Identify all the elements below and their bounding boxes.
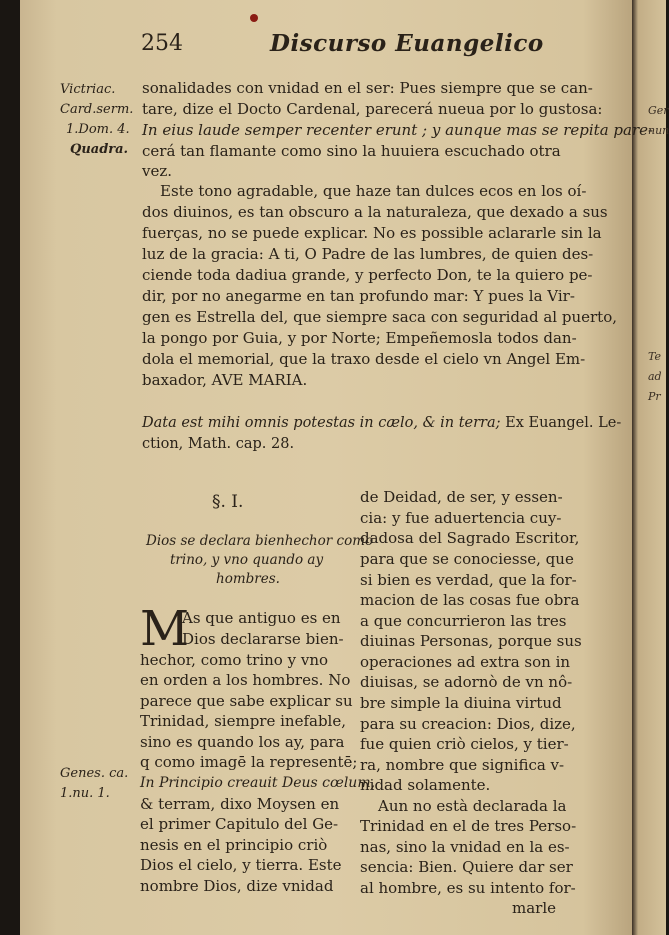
text-line: dos diuinos, es tan obscuro a la naturaleza, que dexado a sus [142,203,608,221]
column-line: parece que sabe explicar su [140,692,353,710]
column-line: cia: y fue aduertencia cuy- [360,509,562,527]
margin-note: Genes. ca. [60,766,129,781]
ink-blot [250,14,258,22]
text-line: dola el memorial, que la traxo desde el cielo vn Angel Em- [142,350,586,368]
margin-note: Quadra. [70,142,129,157]
column-line: diuinas Personas, porque sus [360,632,582,650]
theme-quote [142,413,621,433]
citation: Ex Euangel. Le- [505,415,622,431]
column-line: bre simple la diuina virtud [360,694,562,712]
column-line: In Principio creauit Deus cœlum, [140,775,376,791]
column-line: en orden a los hombres. No [140,671,351,689]
column-line: Trinidad en el de tres Perso- [360,817,577,835]
catchword: marle [512,899,557,917]
margin-note: Victriac. [60,82,116,97]
column-line: operaciones ad extra son in [360,653,571,671]
column-line: sencia: Bien. Quiere dar ser [360,858,573,876]
column-line: nas, sino la vnidad en la es- [360,838,570,856]
page-number: 254 [141,31,183,56]
text-line: ciende toda dadiua grande, y perfecto Don, te la quiero pe- [142,266,593,284]
column-line: Dios declararse bien- [182,630,344,648]
text-line: la pongo por Guia, y por Norte; Empeñemosla todos dan- [142,329,577,347]
column-line: el primer Capitulo del Ge- [140,815,339,833]
edge-fragment: Ger [648,104,669,117]
column-line: Dios el cielo, y tierra. Este [140,856,342,874]
text-line: Este tono agradable, que haze tan dulces ecos en los oí- [160,182,587,200]
section-summary: Dios se declara bienhechor como [146,533,374,549]
citation-line: ction, Math. cap. 28. [142,436,295,452]
edge-fragment: Te [648,350,661,363]
edge-fragment: nun [648,124,669,137]
column-line: & terram, dixo Moysen en [140,795,340,813]
column-line: sino es quando los ay, para [140,733,345,751]
section-summary: trino, y vno quando ay [170,552,324,568]
column-line: para que se conociesse, que [360,550,574,568]
text-line: fuerças, no se puede explicar. No es possible aclararle sin la [142,224,602,242]
text-line: In eius laude semper recenter erunt ; y aunque mas se repita pare- [142,121,654,139]
text-line: dir, por no anegarme en tan profundo mar: Y pues la Vir- [142,287,575,305]
text-line: gen es Estrella del, que siempre saca con seguridad al puerto, [142,308,617,326]
drop-cap: M [140,601,190,657]
column-line: si bien es verdad, que la for- [360,571,577,589]
column-line: hechor, como trino y vno [140,651,329,669]
column-line: fue quien criò cielos, y tier- [360,735,569,753]
margin-note: 1.Dom. 4. [66,122,130,137]
column-line: As que antiguo es en [182,609,341,627]
margin-note: Card.serm. [60,102,134,117]
section-summary: hombres. [216,571,280,587]
text-line: baxador, AVE MARIA. [142,371,308,389]
margin-note: 1.nu. 1. [60,786,110,801]
latin-quote: Data est mihi omnis potestas in cælo, & in terra; [142,415,501,431]
column-line: nidad solamente. [360,776,491,794]
column-line: de Deidad, de ser, y essen- [360,488,563,506]
column-line: Trinidad, siempre inefable, [140,712,347,730]
column-line: ra, nombre que significa v- [360,756,565,774]
edge-fragment: Pr [648,390,661,403]
column-line: nombre Dios, dize vnidad [140,877,334,895]
column-line: a que concurrieron las tres [360,612,567,630]
text-line: cerá tan flamante como sino la huuiera escuchado otra [142,142,561,160]
text-line: sonalidades con vnidad en el ser: Pues siempre que se can- [142,79,593,97]
text-line: luz de la gracia: A ti, O Padre de las lumbres, de quien des- [142,245,594,263]
column-line: para su creacion: Dios, dize, [360,715,576,733]
section-number: §. I. [212,492,244,512]
column-line: dadosa del Sagrado Escritor, [360,529,580,547]
column-line: q como imagē la representē; [140,753,358,771]
edge-fragment: ad [648,370,662,383]
text-line: vez. [142,162,173,180]
column-line: diuisas, se adornò de vn nô- [360,673,573,691]
text-line: tare, dize el Docto Cardenal, parecerá nueua por lo gustosa: [142,100,603,118]
column-line: Aun no està declarada la [378,797,567,815]
running-title: Discurso Euangelico [270,30,544,57]
column-line: al hombre, es su intento for- [360,879,576,897]
next-page-edge [632,0,669,935]
column-line: macion de las cosas fue obra [360,591,580,609]
column-line: nesis en el principio criò [140,836,328,854]
